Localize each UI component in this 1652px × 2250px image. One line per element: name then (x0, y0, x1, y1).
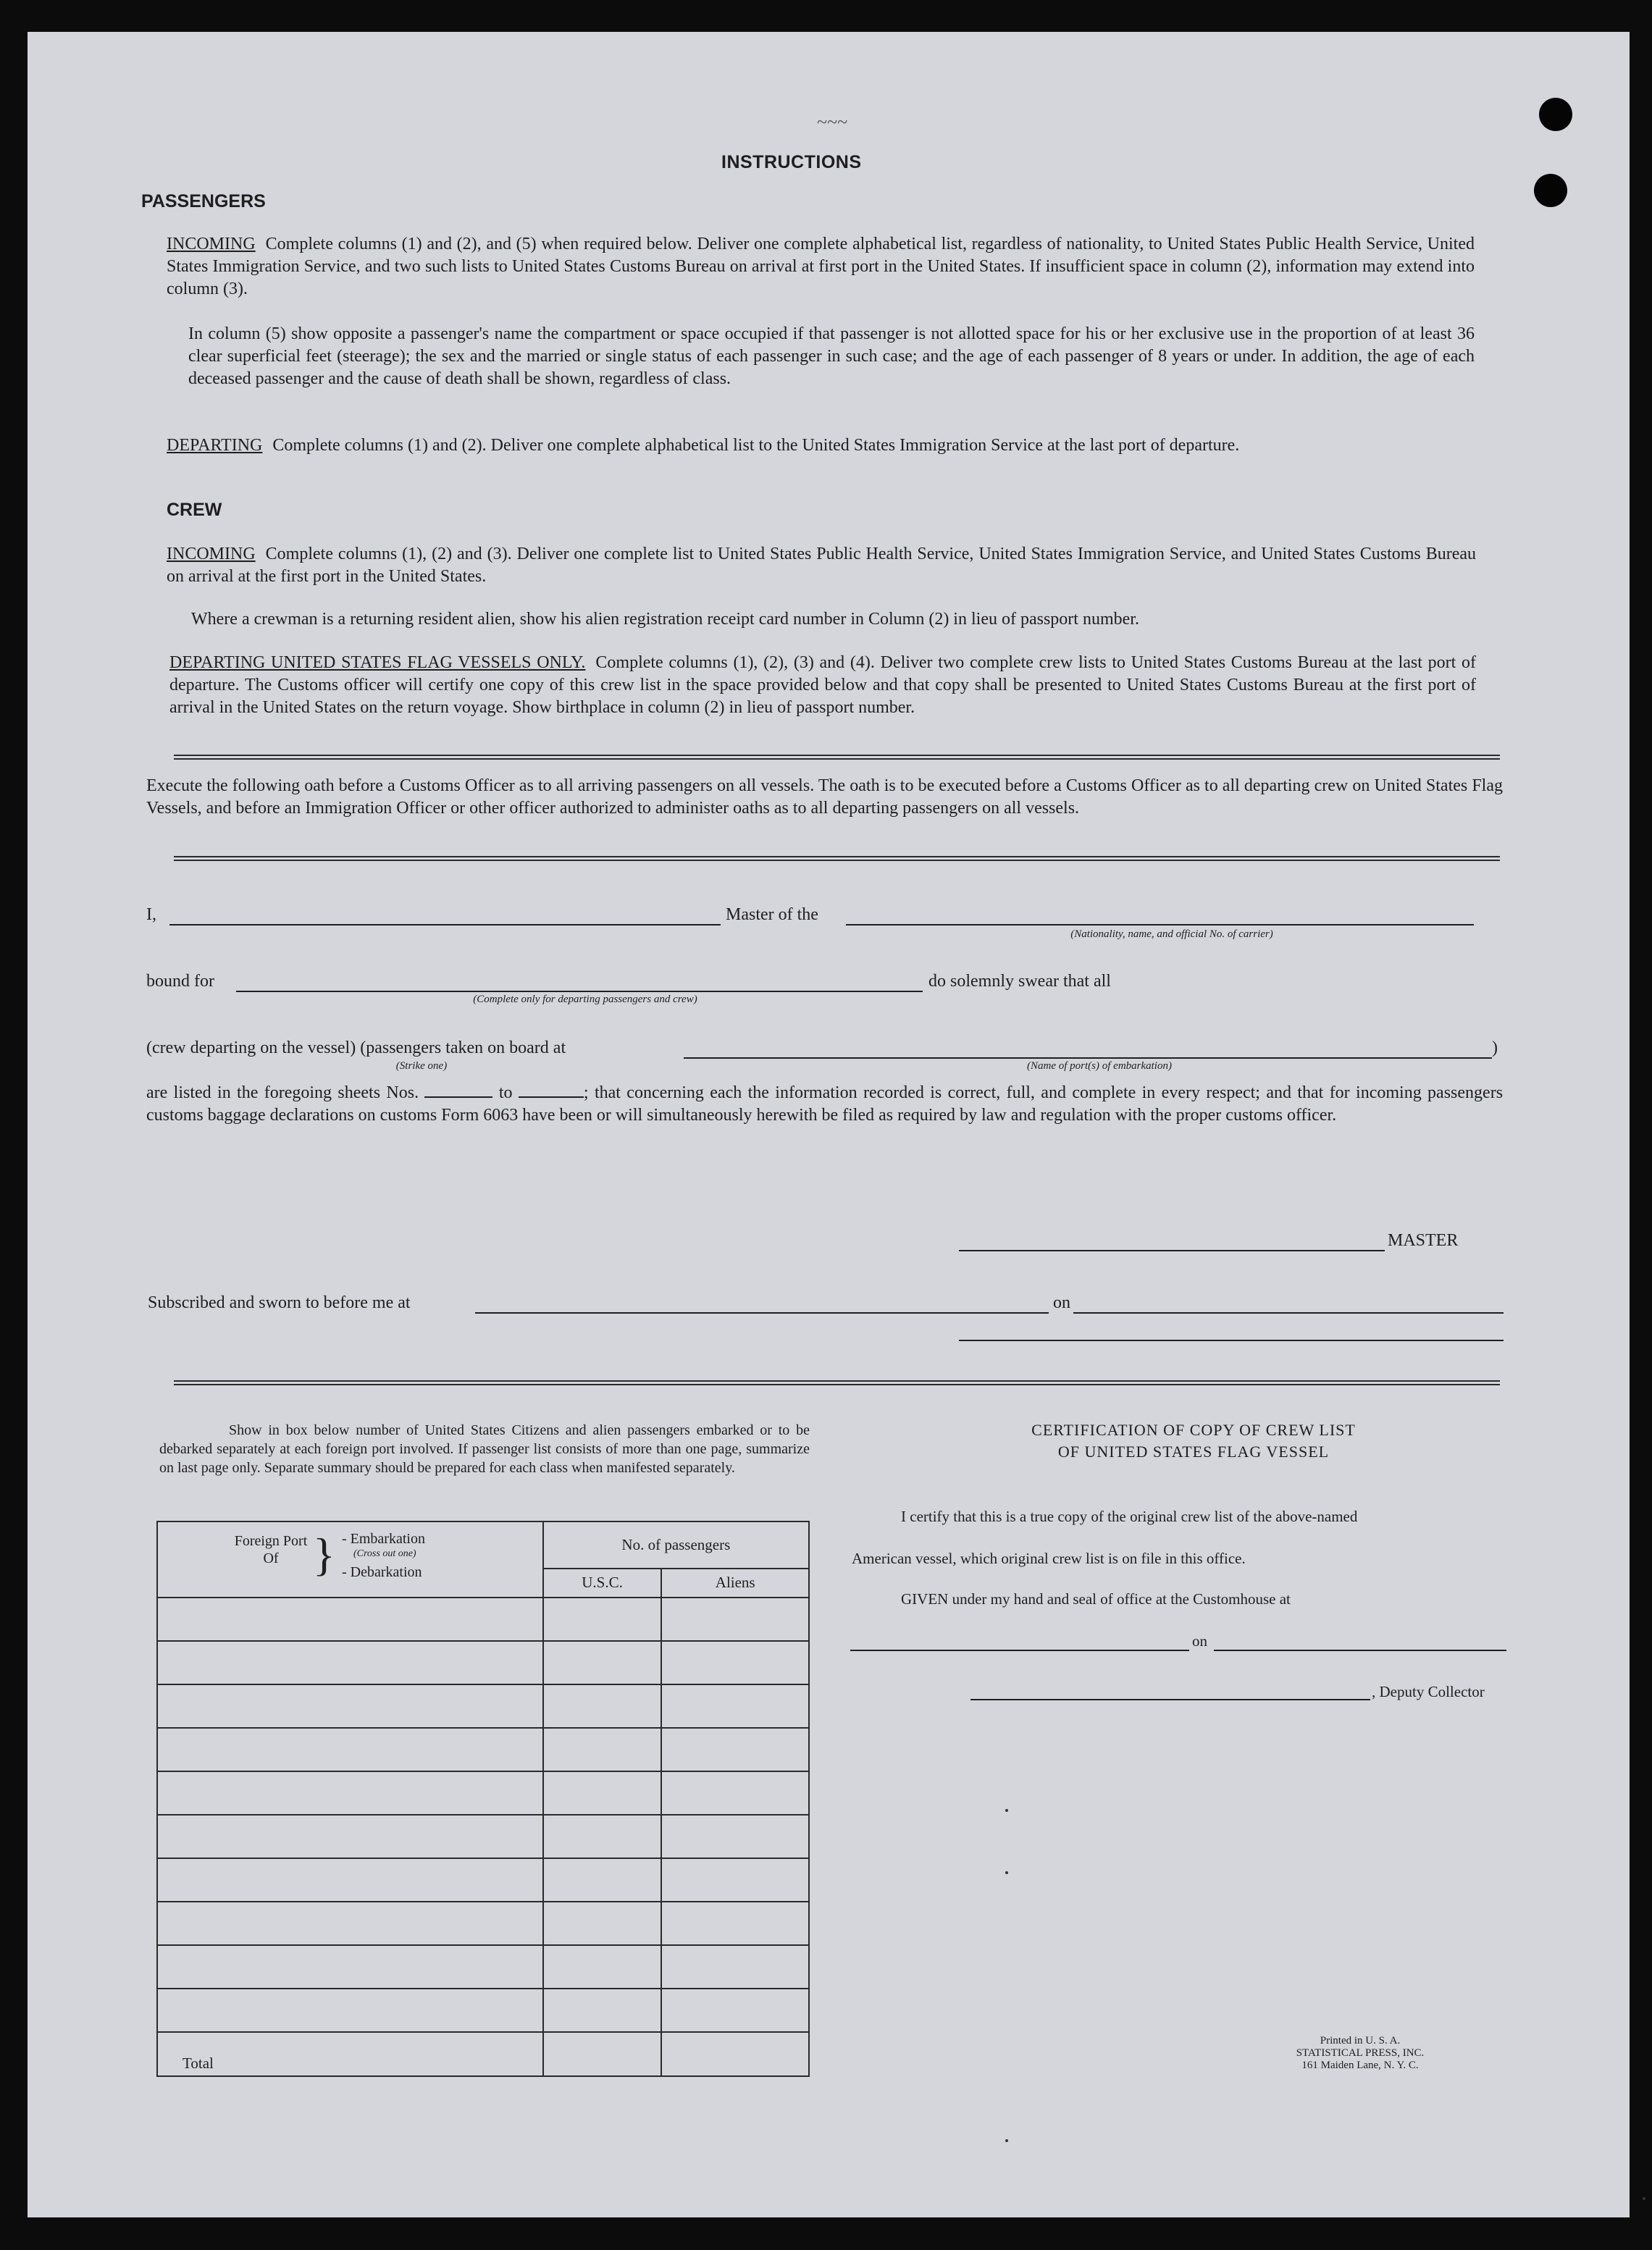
oath-intro-paragraph: Execute the following oath before a Customs Officer as to all arriving passengers on all vessels. The oath is to be executed before a Customs Officer as to all departing crew on United States Flag Vessels, and before an Immigration Officer or other officer authorized to administer oaths as to all departing passengers on all vessels. (146, 776, 1503, 818)
speck (1643, 2197, 1645, 2200)
total-label: Total (157, 2032, 543, 2076)
summary-total-row (157, 2032, 809, 2076)
aliens-count-cell[interactable] (661, 1989, 809, 2032)
crew-heading: CREW (167, 500, 222, 520)
sheets-prefix: are listed in the foregoing sheets Nos. (146, 1083, 419, 1102)
speck (1005, 1809, 1008, 1812)
carrier-field[interactable] (846, 924, 1474, 925)
port-cell[interactable] (157, 1728, 543, 1771)
usc-column-header: U.S.C. (543, 1569, 662, 1598)
customhouse-field[interactable] (850, 1650, 1189, 1651)
crew-departing-oath-text: (crew departing on the vessel) (passengers taken on board at (146, 1038, 566, 1057)
crew-incoming-text: Complete columns (1), (2) and (3). Deliver one complete list to United States Public Health Service, United States Immigration Service, and United States Customs Bureau on arrival at the first port in the United States. (167, 545, 1476, 586)
usc-count-cell[interactable] (543, 1771, 662, 1815)
certify-line-2: American vessel, which original crew list is on file in this office. (852, 1550, 1246, 1567)
close-paren: ) (1492, 1038, 1498, 1057)
summary-row (157, 1771, 809, 1815)
certify-line-1: I certify that this is a true copy of the original crew list of the above-named (901, 1508, 1358, 1525)
carrier-caption: (Nationality, name, and official No. of carrier) (1070, 928, 1273, 940)
crew-departing-paragraph (169, 652, 1476, 719)
usc-count-cell[interactable] (543, 1641, 662, 1684)
speck (1005, 2139, 1008, 2142)
aliens-count-cell[interactable] (661, 1641, 809, 1684)
divider (174, 856, 1500, 861)
bound-for-label: bound for (146, 972, 214, 991)
usc-count-cell[interactable] (543, 1684, 662, 1728)
usc-count-cell[interactable] (543, 1902, 662, 1945)
port-cell[interactable] (157, 1945, 543, 1989)
passenger-summary-table (156, 1521, 810, 2077)
usc-count-cell[interactable] (543, 1858, 662, 1902)
sworn-date-field[interactable] (1073, 1312, 1504, 1314)
master-label: MASTER (1388, 1231, 1459, 1250)
aliens-column-header: Aliens (661, 1569, 809, 1598)
port-header-cell (157, 1521, 543, 1598)
passengers-incoming-text: Complete columns (1) and (2), and (5) when required below. Deliver one complete alphabetical list, regardless of nationality, to United States Public Health Service, United States Immigration Service, and two such lists to United States Customs Bureau on arrival at first port in the United States. If insufficient space in column (2), information may extend into column (3). (167, 235, 1475, 298)
divider (174, 755, 1500, 760)
deputy-collector-label: , Deputy Collector (1372, 1683, 1485, 1700)
certify-date-field[interactable] (1214, 1650, 1506, 1651)
aliens-count-cell[interactable] (661, 1945, 809, 1989)
usc-count-cell[interactable] (543, 1945, 662, 1989)
oath-i-label: I, (146, 905, 156, 924)
embarkation-ports-field[interactable] (684, 1057, 1492, 1059)
passengers-incoming-paragraph (167, 233, 1475, 301)
sworn-place-field[interactable] (475, 1312, 1049, 1314)
printer-line-3: 161 Maiden Lane, N. Y. C. (1301, 2060, 1419, 2071)
summary-row (157, 1641, 809, 1684)
aliens-count-cell[interactable] (661, 1815, 809, 1858)
usc-count-cell[interactable] (543, 1815, 662, 1858)
crew-incoming-label: INCOMING (167, 545, 256, 563)
punch-hole (1539, 98, 1572, 131)
ports-caption: (Name of port(s) of embarkation) (1027, 1060, 1172, 1072)
port-cell[interactable] (157, 1771, 543, 1815)
form-page (28, 32, 1630, 2217)
usc-count-cell[interactable] (543, 1598, 662, 1641)
aliens-count-cell[interactable] (661, 1684, 809, 1728)
printer-imprint (1244, 2035, 1476, 2072)
summary-instructions: Show in box below number of United States Citizens and alien passengers embarked or to be debarked separately at each foreign port involved. If passenger list consists of more than one page, summarize on last page only. Separate summary should be prepared for each class when manifested separately. (159, 1422, 810, 1476)
port-cell[interactable] (157, 1989, 543, 2032)
master-signature-field[interactable] (959, 1250, 1385, 1251)
aliens-count-cell[interactable] (661, 1598, 809, 1641)
punch-hole (1534, 174, 1567, 207)
bound-for-field[interactable] (236, 991, 923, 992)
passengers-incoming-label: INCOMING (167, 235, 256, 253)
crew-departing-label: DEPARTING UNITED STATES FLAG VESSELS ONLY. (169, 653, 586, 672)
usc-count-cell[interactable] (543, 1728, 662, 1771)
passengers-departing-text: Complete columns (1) and (2). Deliver one complete alphabetical list to the United States Immigration Service at the last port of departure. (272, 436, 1240, 455)
passengers-departing-paragraph (167, 435, 1475, 457)
certification-title-line1: CERTIFICATION OF COPY OF CREW LIST (1031, 1421, 1356, 1439)
master-name-field[interactable] (169, 924, 721, 925)
certification-title-line2: OF UNITED STATES FLAG VESSEL (1057, 1443, 1330, 1461)
subscribed-label: Subscribed and sworn to before me at (148, 1293, 411, 1312)
crew-departing-text: Complete columns (1), (2), (3) and (4). Deliver two complete crew lists to United States Customs Bureau at the last port of departure. The Customs officer will certify one copy of this crew list in the space provided below and that copy shall be presented to United States Customs Bureau at the first port of arrival in the United States on the return voyage. Show birthplace in column (2) in lieu of passport number. (169, 653, 1476, 717)
crew-alien-paragraph: Where a crewman is a returning resident alien, show his alien registration receipt card number in Column (2) in lieu of passport number. (191, 610, 1139, 629)
cross-out-caption: (Cross out one) (353, 1548, 416, 1559)
aliens-count-cell[interactable] (661, 1771, 809, 1815)
passengers-column5-paragraph: In column (5) show opposite a passenger's name the compartment or space occupied if that passenger is not allotted space for his or her exclusive use in the proportion of at least 36 clear superficial feet (steerage); the sex and the married or single status of each passenger in such case; and the age of each passenger of 8 years or under. In addition, the age of each deceased passenger and the cause of death shall be shown, regardless of class. (188, 324, 1475, 388)
scribble-mark: ~~~ (817, 112, 848, 133)
port-cell[interactable] (157, 1902, 543, 1945)
port-cell[interactable] (157, 1641, 543, 1684)
port-cell[interactable] (157, 1858, 543, 1902)
officer-signature-field[interactable] (959, 1340, 1504, 1341)
sheet-from-field[interactable] (424, 1096, 492, 1098)
port-cell[interactable] (157, 1598, 543, 1641)
summary-row (157, 1684, 809, 1728)
aliens-count-cell[interactable] (661, 1858, 809, 1902)
port-cell[interactable] (157, 1815, 543, 1858)
passengers-heading: PASSENGERS (141, 191, 266, 211)
summary-row (157, 1989, 809, 2032)
usc-total-cell[interactable] (543, 2032, 662, 2076)
passengers-count-header: No. of passengers (543, 1521, 809, 1569)
divider (174, 1380, 1500, 1385)
given-line: GIVEN under my hand and seal of office at the Customhouse at (901, 1590, 1291, 1608)
certification-title (904, 1419, 1483, 1463)
port-cell[interactable] (157, 1684, 543, 1728)
summary-row (157, 1728, 809, 1771)
printer-line-2: STATISTICAL PRESS, INC. (1296, 2047, 1425, 2059)
usc-count-cell[interactable] (543, 1989, 662, 2032)
to-label: to (498, 1083, 513, 1102)
passengers-departing-label: DEPARTING (167, 436, 263, 455)
oath-sheets-paragraph (146, 1082, 1503, 1127)
speck (1005, 1871, 1008, 1874)
sworn-on-label: on (1053, 1293, 1070, 1312)
summary-row (157, 1945, 809, 1989)
swear-text: do solemnly swear that all (928, 972, 1111, 991)
bound-for-caption: (Complete only for departing passengers and crew) (473, 994, 697, 1005)
instructions-title: INSTRUCTIONS (721, 152, 862, 172)
deputy-signature-field[interactable] (970, 1699, 1370, 1700)
summary-row (157, 1598, 809, 1641)
summary-row (157, 1815, 809, 1858)
aliens-count-cell[interactable] (661, 1728, 809, 1771)
summary-row (157, 1902, 809, 1945)
foreign-port-of-label: Foreign Port Of (234, 1533, 308, 1566)
summary-row (157, 1858, 809, 1902)
brace-glyph: } (313, 1529, 335, 1580)
embarkation-label: - Embarkation (342, 1531, 425, 1547)
master-of-label: Master of the (726, 905, 818, 924)
strike-one-caption: (Strike one) (395, 1060, 448, 1072)
debarkation-label: - Debarkation (342, 1564, 422, 1580)
aliens-total-cell[interactable] (661, 2032, 809, 2076)
printer-line-1: Printed in U. S. A. (1320, 2035, 1401, 2047)
sheets-rest: ; that concerning each the information recorded is correct, full, and complete in every respect; and that for incoming passengers customs baggage declarations on customs Form 6063 have been or will simultaneously herewith be filed as required by law and regulation with the proper customs officer. (146, 1083, 1504, 1125)
aliens-count-cell[interactable] (661, 1902, 809, 1945)
sheet-to-field[interactable] (519, 1096, 584, 1098)
certify-on-label: on (1192, 1632, 1207, 1650)
crew-incoming-paragraph (167, 543, 1476, 588)
